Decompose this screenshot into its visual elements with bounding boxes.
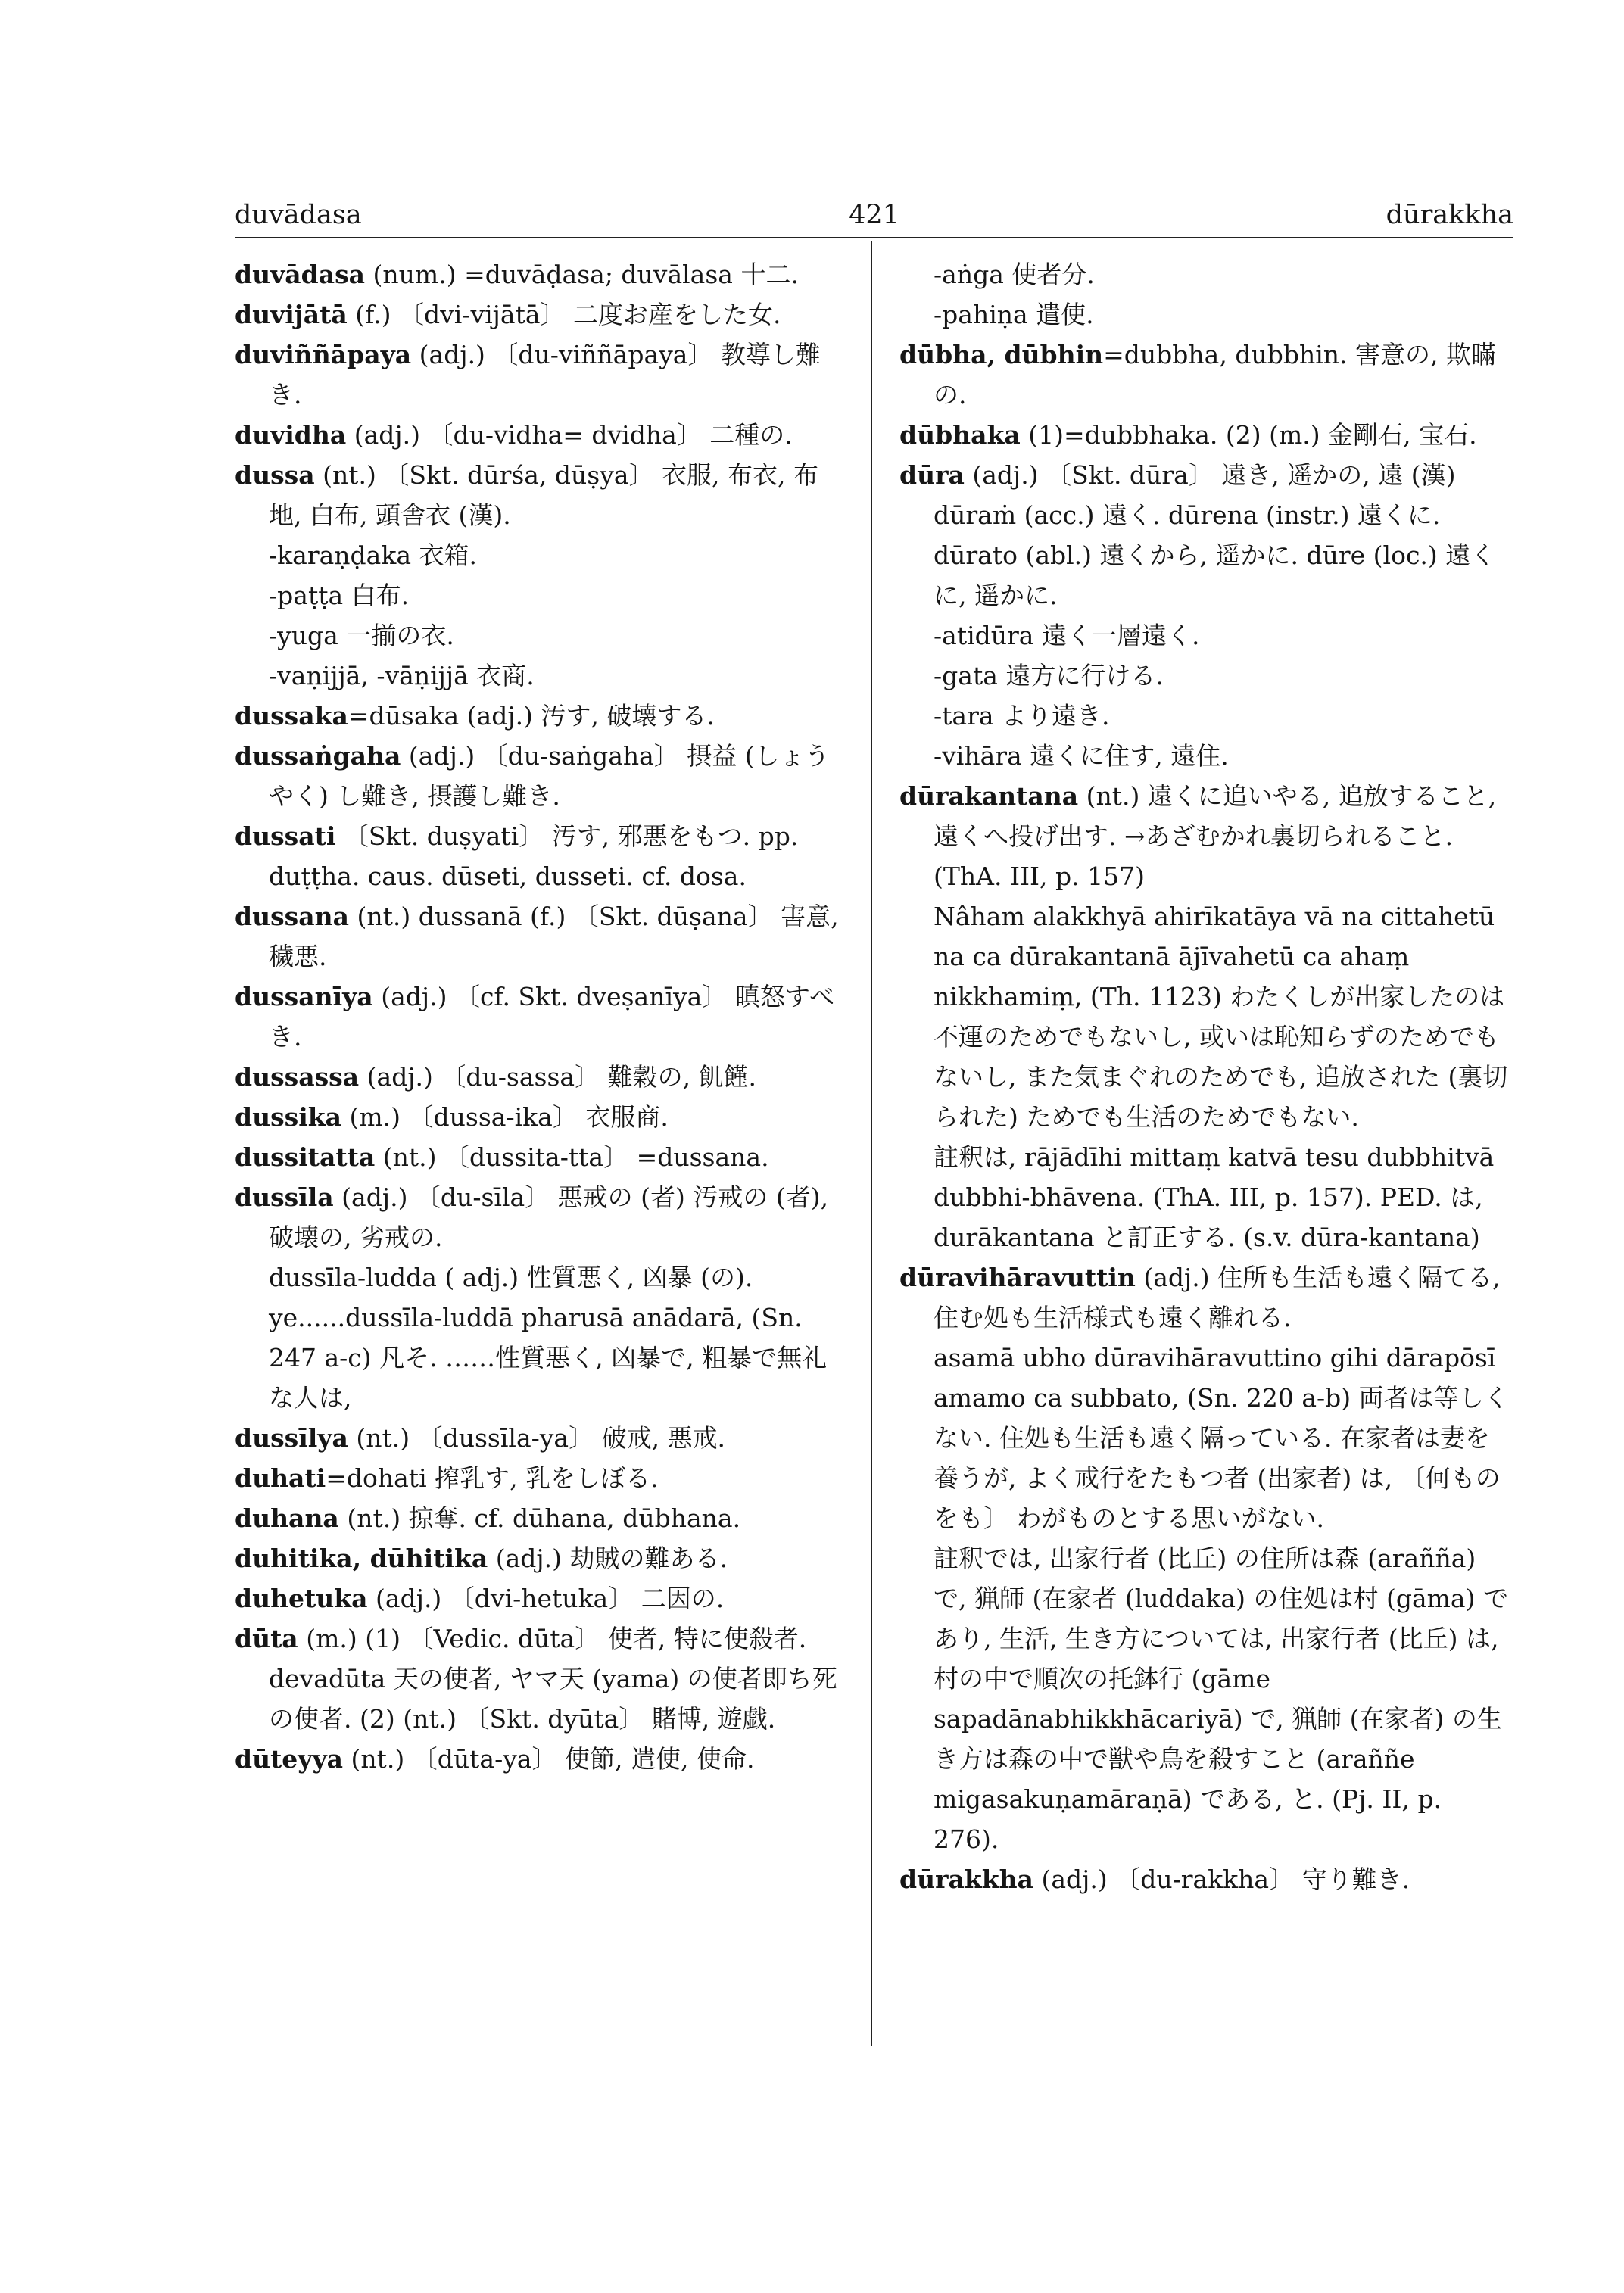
entry-definition: -gata 遠方に行ける. xyxy=(934,661,1164,690)
dictionary-entry xyxy=(235,977,845,1057)
entry-definition: ye......dussīla-luddā pharusā anādarā, (Sn. 247 a-c) 凡そ. ……性質悪く, 凶暴で, 粗暴で無礼な人は, xyxy=(269,1303,828,1413)
headword: dussīla xyxy=(235,1182,334,1212)
dictionary-entry xyxy=(235,1177,845,1257)
right-column xyxy=(899,254,1513,1899)
headword: dussīlya xyxy=(235,1423,348,1453)
entry-definition: 〔Skt. duṣyati〕 汚す, 邪悪をもつ. pp. duṭṭha. caus. dūseti, dusseti. cf. dosa. xyxy=(269,821,799,891)
dictionary-entry xyxy=(235,736,845,816)
entry-definition: 註釈では, 出家行者 (比丘) の住所は森 (arañña) で, 猟師 (在家者 (luddaka) の住処は村 (gāma) であり, 生活, 生き方については, 出家行者 (比丘) は, 村の中で順次の托鉢行 (gāme sapadānabhikkhācariyā) で, 猟師 (在家者) の生き方は森の中で獣や鳥を殺すこと (araññe migasakuṇamāraṇā) である, と. (Pj. II, p. 276). xyxy=(934,1544,1508,1854)
sub-entry xyxy=(899,696,1513,736)
dictionary-entry xyxy=(235,696,845,736)
entry-definition: asamā ubho dūravihāravuttino gihi dārapōsī amamo ca subbato, (Sn. 220 a-b) 両者は等しくない. 住処も生活も遠く隔っている. 在家者は妻を養うが, よく戒行をたもつ者 (出家者) は, 〔何ものをも〕 わがものとする思いがない. xyxy=(934,1343,1509,1533)
headword: dussika xyxy=(235,1102,342,1132)
entry-definition: (f.) 〔dvi-vijātā〕 二度お産をした女. xyxy=(347,300,781,329)
sub-entry xyxy=(899,294,1513,335)
dictionary-entry xyxy=(235,1057,845,1097)
dictionary-entry xyxy=(235,415,845,455)
headword: duhetuka xyxy=(235,1584,368,1613)
headword: duhitika, dūhitika xyxy=(235,1544,488,1573)
dictionary-entry xyxy=(235,335,845,415)
dictionary-entry xyxy=(235,1498,845,1538)
headword: duhana xyxy=(235,1503,339,1533)
dictionary-entry xyxy=(235,1538,845,1578)
entry-definition: -paṭṭa 白布. xyxy=(269,581,410,610)
dictionary-entry xyxy=(235,294,845,335)
entry-definition: (nt.) 遠くに追いやる, 追放すること, 遠くへ投げ出す. →あざむかれ裏切られること. (ThA. III, p. 157) xyxy=(934,781,1497,891)
headword: dūravihāravuttin xyxy=(899,1263,1136,1292)
headword: dussa xyxy=(235,460,315,490)
entry-definition: =dohati 搾乳す, 乳をしぼる. xyxy=(326,1463,659,1493)
sub-entry xyxy=(899,656,1513,696)
dictionary-entry xyxy=(899,455,1513,615)
headword: dussana xyxy=(235,902,349,931)
sub-entry xyxy=(899,615,1513,656)
entry-definition: -vaṇijjā, -vāṇijjā 衣商. xyxy=(269,661,535,690)
headword: dūbhaka xyxy=(899,420,1021,450)
entry-definition: dussīla-ludda ( adj.) 性質悪く, 凶暴 (の). xyxy=(269,1263,753,1292)
entry-definition: -karaṇḍaka 衣箱. xyxy=(269,541,477,570)
entry-definition: -atidūra 遠く一層遠く. xyxy=(934,621,1200,650)
entry-definition: (adj.) 〔du-saṅgaha〕 摂益 (しょうやく) し難き, 摂護し難き. xyxy=(269,741,830,811)
entry-definition: (nt.) 〔dussīla-ya〕 破戒, 悪戒. xyxy=(348,1423,726,1453)
entry-definition: (adj.) 〔dvi-hetuka〕 二因の. xyxy=(367,1584,725,1613)
headword: duvijātā xyxy=(235,300,348,329)
sub-entry xyxy=(235,535,845,575)
entry-definition: (adj.) 住所も生活も遠く隔てる, 住む処も生活様式も遠く離れる. xyxy=(934,1263,1501,1332)
dictionary-entry xyxy=(235,1618,845,1739)
entry-definition: -yuga 一揃の衣. xyxy=(269,621,454,650)
header-rule xyxy=(235,237,1513,238)
entry-definition: Nâham alakkhyā ahirīkatāya vā na cittahetū na ca dūrakantanā ājīvahetū ca ahaṃ nikkhamiṃ, (Th. 1123) わたくしが出家したのは不運のためでもないし, 或いは恥知らずのためでもないし, また気まぐれのためでも, 追放された (裏切られた) ためでも生活のためでもない. xyxy=(934,902,1508,1132)
entry-definition: 註釈は, rājādīhi mittaṃ katvā tesu dubbhitvā dubbhi-bhāvena. (ThA. III, p. 157). PED. は, durākantana と訂正する. (s.v. dūra-kantana) xyxy=(934,1142,1495,1252)
entry-definition: (num.) =duvāḍasa; duvālasa 十二. xyxy=(365,260,799,289)
sub-entry xyxy=(899,896,1513,1137)
dictionary-entry xyxy=(235,1418,845,1458)
headword: dussaka xyxy=(235,701,348,731)
headword: duhati xyxy=(235,1463,326,1493)
headword: dussanīya xyxy=(235,982,373,1011)
dictionary-entry xyxy=(235,1458,845,1498)
entry-definition: (adj.) 〔Skt. dūra〕 遠き, 遥かの, 遠 (漢) dūraṁ (acc.) 遠く. dūrena (instr.) 遠くに. dūrato (abl.) 遠くから, 遥かに. dūre (loc.) 遠くに, 遥かに. xyxy=(934,460,1496,610)
headword: dussati xyxy=(235,821,336,851)
sub-entry xyxy=(235,656,845,696)
sub-entry xyxy=(235,1298,845,1418)
entry-definition: (nt.) 掠奪. cf. dūhana, dūbhana. xyxy=(338,1503,741,1533)
sub-entry xyxy=(235,1257,845,1298)
headword: duvidha xyxy=(235,420,347,450)
headword: dūrakkha xyxy=(899,1865,1033,1894)
headword: duvādasa xyxy=(235,260,366,289)
headword: dūteyya xyxy=(235,1744,344,1774)
entry-definition: =dūsaka (adj.) 汚す, 破壊する. xyxy=(348,701,715,731)
dictionary-entry xyxy=(899,1859,1513,1899)
entry-definition: (adj.) 〔du-viññāpaya〕 教導し難き. xyxy=(269,340,821,410)
sub-entry xyxy=(899,254,1513,294)
headword: dūra xyxy=(899,460,965,490)
headword: dussaṅgaha xyxy=(235,741,401,771)
sub-entry xyxy=(235,615,845,656)
entry-definition: -vihāra 遠くに住す, 遠住. xyxy=(934,741,1229,771)
entry-definition: -aṅga 使者分. xyxy=(934,260,1095,289)
dictionary-entry xyxy=(235,455,845,535)
headword: dūbha, dūbhin xyxy=(899,340,1104,369)
sub-entry xyxy=(899,1137,1513,1257)
header-last-headword: dūrakkha xyxy=(1386,200,1513,230)
sub-entry xyxy=(899,1538,1513,1859)
entry-definition: (m.) (1) 〔Vedic. dūta〕 使者, 特に使殺者. devadūta 天の使者, ヤマ天 (yama) の使者即ち死の使者. (2) (nt.) 〔Skt. dyūta〕 賭博, 遊戯. xyxy=(269,1624,837,1734)
dictionary-entry xyxy=(235,896,845,977)
dictionary-entry xyxy=(899,776,1513,896)
dictionary-entry xyxy=(235,1578,845,1618)
sub-entry xyxy=(235,575,845,615)
left-column xyxy=(235,254,845,1779)
headword: duviññāpaya xyxy=(235,340,412,369)
entry-definition: -tara より遠き. xyxy=(934,701,1110,731)
dictionary-entry xyxy=(235,1137,845,1177)
dictionary-entry xyxy=(235,816,845,896)
entry-definition: (adj.) 〔du-vidha= dvidha〕 二種の. xyxy=(346,420,793,450)
entry-definition: =dubbha, dubbhin. 害意の, 欺瞞の. xyxy=(934,340,1496,410)
entry-definition: (nt.) 〔Skt. dūrśa, dūṣya〕 衣服, 布衣, 布地, 白布, 頭舎衣 (漢). xyxy=(269,460,819,530)
header-first-headword: duvādasa xyxy=(235,200,362,230)
headword: dussitatta xyxy=(235,1142,376,1172)
entry-definition: -pahiṇa 遣使. xyxy=(934,300,1094,329)
headword: dussassa xyxy=(235,1062,360,1092)
entry-definition: (adj.) 劫賊の難ある. xyxy=(488,1544,728,1573)
dictionary-entry xyxy=(899,1257,1513,1338)
entry-definition: (nt.) 〔dussita-tta〕 =dussana. xyxy=(375,1142,769,1172)
dictionary-entry xyxy=(235,1097,845,1137)
entry-definition: (adj.) 〔du-rakkha〕 守り難き. xyxy=(1033,1865,1410,1894)
dictionary-entry xyxy=(899,335,1513,415)
column-divider xyxy=(871,241,872,2046)
entry-definition: (nt.) 〔dūta-ya〕 使節, 遣使, 使命. xyxy=(343,1744,755,1774)
headword: dūrakantana xyxy=(899,781,1079,811)
page-number: 421 xyxy=(849,200,899,230)
entry-definition: (m.) 〔dussa-ika〕 衣服商. xyxy=(341,1102,669,1132)
dictionary-entry xyxy=(235,1739,845,1779)
entry-definition: (adj.) 〔du-sīla〕 悪戒の (者) 汚戒の (者), 破壊の, 劣戒の. xyxy=(269,1182,829,1252)
sub-entry xyxy=(899,736,1513,776)
dictionary-entry xyxy=(899,415,1513,455)
entry-definition: (adj.) 〔du-sassa〕 難穀の, 飢饉. xyxy=(359,1062,757,1092)
running-header xyxy=(235,195,1513,230)
sub-entry xyxy=(899,1338,1513,1538)
dictionary-entry xyxy=(235,254,845,294)
entry-definition: (nt.) dussanā (f.) 〔Skt. dūṣana〕 害意, 穢悪. xyxy=(269,902,839,971)
headword: dūta xyxy=(235,1624,298,1653)
entry-definition: (1)=dubbhaka. (2) (m.) 金剛石, 宝石. xyxy=(1020,420,1477,450)
entry-definition: (adj.) 〔cf. Skt. dveṣanīya〕 瞋怒すべき. xyxy=(269,982,835,1051)
